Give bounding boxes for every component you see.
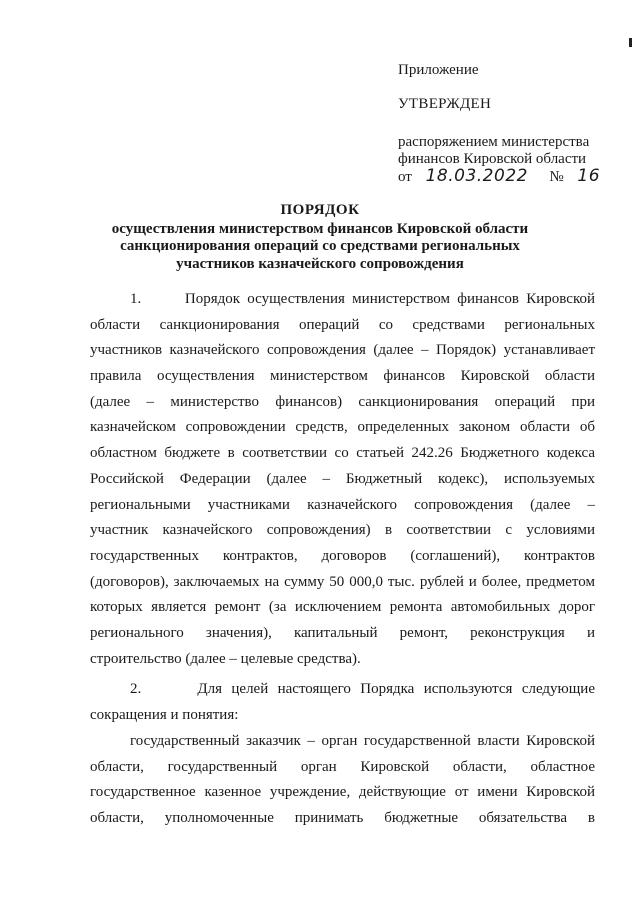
paragraph-line: участник казначейского сопровождения) в соответствии с условиями xyxy=(90,522,595,539)
paragraph-line: Российской Федерации (далее – Бюджетный кодекс), используемых xyxy=(90,470,595,487)
paragraph-line: (далее – министерство финансов) санкционирования операций при xyxy=(90,393,595,410)
paragraph-line: которых является ремонт (за исключением ремонта автомобильных дорог xyxy=(90,599,595,616)
paragraph-line: (договоров), заключаемых на сумму 50 000,0 тыс. рублей и более, предметом xyxy=(90,573,595,590)
appendix-label: Приложение xyxy=(398,62,479,78)
document-title xyxy=(85,202,555,273)
paragraph-1 xyxy=(90,287,595,672)
approved-label: УТВЕРЖДЕН xyxy=(398,96,492,112)
title-line-1: осуществления министерством финансов Кировской области xyxy=(111,220,529,237)
paragraph-line: правила осуществления министерством финансов Кировской области xyxy=(90,368,595,385)
order-date-row xyxy=(398,168,600,186)
title-line-3: участников казначейского сопровождения xyxy=(176,255,464,272)
paragraph-3 xyxy=(90,729,595,832)
title-main: ПОРЯДОК xyxy=(280,202,360,218)
date-prefix: от xyxy=(398,169,412,185)
paragraph-line: области, уполномоченные принимать бюджетные обязательства в xyxy=(90,810,595,827)
paragraph-line: региональными участниками казначейского сопровождения (далее – xyxy=(90,496,595,513)
paragraph-2 xyxy=(90,677,595,728)
handwritten-number: 16 xyxy=(577,166,601,186)
paragraph-line: участников казначейского сопровождения (далее – Порядок) устанавливает xyxy=(90,342,595,359)
order-line-1: распоряжением министерства xyxy=(398,134,590,150)
paragraph-line: 2. Для целей настоящего Порядка используются следующие xyxy=(130,681,595,697)
paragraph-line: 1. Порядок осуществления министерством финансов Кировской xyxy=(130,291,595,307)
paragraph-line: регионального значения), капитальный ремонт, реконструкция и xyxy=(90,624,595,641)
paragraph-line: государственный заказчик – орган государственной власти Кировской xyxy=(130,733,595,749)
paragraph-line: государственных контрактов, договоров (соглашений), контрактов xyxy=(90,547,595,564)
scan-mark xyxy=(629,38,632,47)
paragraph-line: сокращения и понятия: xyxy=(90,706,239,723)
number-label: № xyxy=(549,169,564,185)
paragraph-line: государственное казенное учреждение, действующие от имени Кировской xyxy=(90,784,595,801)
paragraph-line: области, государственный орган Кировской области, областное xyxy=(90,758,595,775)
paragraph-line: областном бюджете в соответствии со статьей 242.26 Бюджетного кодекса xyxy=(90,445,595,462)
paragraph-line: казначейском сопровождении средств, определенных законом области об xyxy=(90,419,595,436)
paragraph-line: области санкционирования операций со средствами региональных xyxy=(90,316,595,333)
paragraph-line: строительство (далее – целевые средства). xyxy=(90,650,361,667)
handwritten-date: 18.03.2022 xyxy=(425,166,528,186)
title-line-2: санкционирования операций со средствами региональных xyxy=(120,238,520,254)
order-line-2: финансов Кировской области xyxy=(398,151,587,167)
